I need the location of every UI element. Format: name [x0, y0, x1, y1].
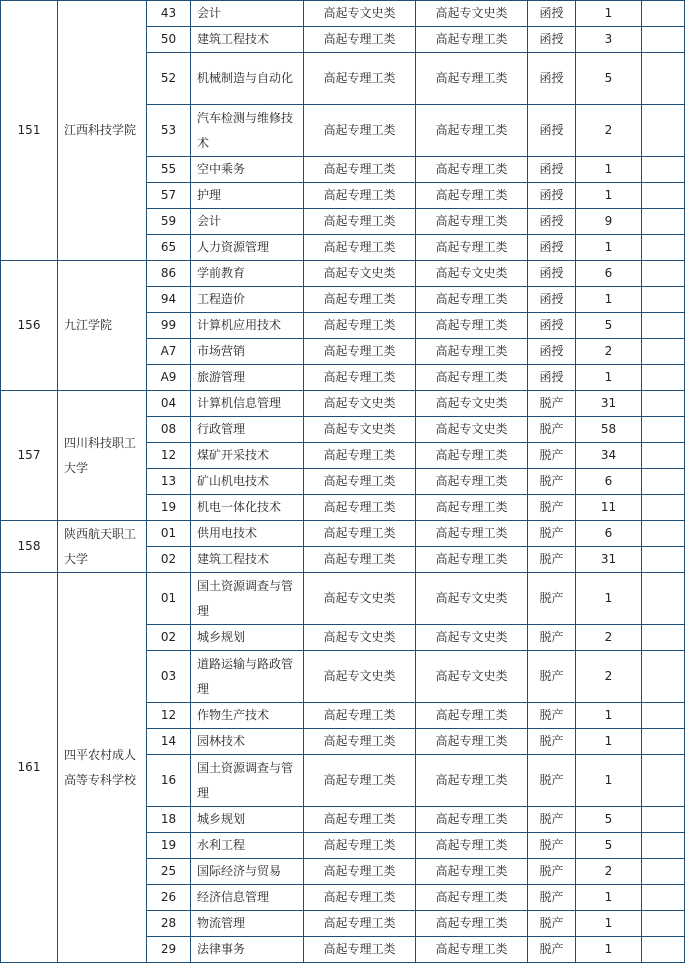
subject-category-cell: 高起专理工类	[304, 859, 416, 885]
blank-cell	[642, 625, 685, 651]
subject-category-cell: 高起专文史类	[304, 651, 416, 703]
major-name-cell: 道路运输与路政管理	[191, 651, 304, 703]
plan-count-cell: 2	[576, 651, 642, 703]
plan-count-cell: 58	[576, 417, 642, 443]
major-name-cell: 旅游管理	[191, 365, 304, 391]
plan-count-cell: 1	[576, 937, 642, 963]
subject-category-cell: 高起专文史类	[304, 573, 416, 625]
plan-count-cell: 1	[576, 573, 642, 625]
subject-category-cell: 高起专理工类	[304, 105, 416, 157]
plan-count-cell: 5	[576, 313, 642, 339]
major-code-cell: 13	[147, 469, 191, 495]
subject-category-cell: 高起专理工类	[304, 937, 416, 963]
plan-count-cell: 2	[576, 859, 642, 885]
plan-count-cell: 1	[576, 755, 642, 807]
school-name-cell: 陕西航天职工大学	[58, 521, 147, 573]
plan-count-cell: 5	[576, 53, 642, 105]
major-code-cell: 25	[147, 859, 191, 885]
major-name-cell: 物流管理	[191, 911, 304, 937]
table-row	[1, 391, 685, 417]
subject-category-cell-2: 高起专理工类	[416, 937, 528, 963]
subject-category-cell: 高起专理工类	[304, 209, 416, 235]
study-mode-cell: 脱产	[528, 547, 576, 573]
major-name-cell: 行政管理	[191, 417, 304, 443]
major-name-cell: 供用电技术	[191, 521, 304, 547]
subject-category-cell: 高起专理工类	[304, 807, 416, 833]
subject-category-cell-2: 高起专理工类	[416, 911, 528, 937]
major-name-cell: 汽车检测与维修技术	[191, 105, 304, 157]
subject-category-cell-2: 高起专文史类	[416, 651, 528, 703]
blank-cell	[642, 573, 685, 625]
blank-cell	[642, 313, 685, 339]
plan-count-cell: 11	[576, 495, 642, 521]
plan-count-cell: 2	[576, 625, 642, 651]
blank-cell	[642, 157, 685, 183]
subject-category-cell: 高起专理工类	[304, 495, 416, 521]
table-row	[1, 261, 685, 287]
major-code-cell: 03	[147, 651, 191, 703]
study-mode-cell: 脱产	[528, 625, 576, 651]
plan-count-cell: 5	[576, 807, 642, 833]
subject-category-cell-2: 高起专理工类	[416, 729, 528, 755]
subject-category-cell-2: 高起专理工类	[416, 521, 528, 547]
subject-category-cell: 高起专文史类	[304, 261, 416, 287]
study-mode-cell: 脱产	[528, 729, 576, 755]
major-code-cell: 18	[147, 807, 191, 833]
plan-count-cell: 6	[576, 261, 642, 287]
study-mode-cell: 脱产	[528, 833, 576, 859]
blank-cell	[642, 105, 685, 157]
plan-count-cell: 5	[576, 833, 642, 859]
blank-cell	[642, 53, 685, 105]
study-mode-cell: 函授	[528, 53, 576, 105]
blank-cell	[642, 235, 685, 261]
blank-cell	[642, 859, 685, 885]
blank-cell	[642, 183, 685, 209]
plan-count-cell: 1	[576, 729, 642, 755]
major-name-cell: 计算机信息管理	[191, 391, 304, 417]
major-name-cell: 矿山机电技术	[191, 469, 304, 495]
subject-category-cell: 高起专理工类	[304, 469, 416, 495]
major-code-cell: 29	[147, 937, 191, 963]
major-name-cell: 学前教育	[191, 261, 304, 287]
subject-category-cell-2: 高起专理工类	[416, 183, 528, 209]
major-code-cell: 19	[147, 833, 191, 859]
major-code-cell: 53	[147, 105, 191, 157]
blank-cell	[642, 287, 685, 313]
study-mode-cell: 脱产	[528, 755, 576, 807]
major-code-cell: 52	[147, 53, 191, 105]
blank-cell	[642, 521, 685, 547]
study-mode-cell: 函授	[528, 287, 576, 313]
major-code-cell: 12	[147, 443, 191, 469]
plan-count-cell: 1	[576, 235, 642, 261]
subject-category-cell-2: 高起专理工类	[416, 313, 528, 339]
subject-category-cell: 高起专理工类	[304, 157, 416, 183]
major-code-cell: 04	[147, 391, 191, 417]
major-name-cell: 计算机应用技术	[191, 313, 304, 339]
major-name-cell: 城乡规划	[191, 807, 304, 833]
study-mode-cell: 脱产	[528, 651, 576, 703]
subject-category-cell-2: 高起专文史类	[416, 1, 528, 27]
subject-category-cell-2: 高起专理工类	[416, 833, 528, 859]
study-mode-cell: 函授	[528, 339, 576, 365]
table-row	[1, 1, 685, 27]
major-code-cell: 19	[147, 495, 191, 521]
major-code-cell: 01	[147, 573, 191, 625]
subject-category-cell: 高起专理工类	[304, 339, 416, 365]
school-code-cell: 156	[1, 261, 58, 391]
major-code-cell: 14	[147, 729, 191, 755]
school-code-cell: 158	[1, 521, 58, 573]
major-name-cell: 机械制造与自动化	[191, 53, 304, 105]
study-mode-cell: 函授	[528, 1, 576, 27]
study-mode-cell: 函授	[528, 365, 576, 391]
major-name-cell: 法律事务	[191, 937, 304, 963]
major-code-cell: 28	[147, 911, 191, 937]
study-mode-cell: 脱产	[528, 417, 576, 443]
blank-cell	[642, 417, 685, 443]
major-name-cell: 机电一体化技术	[191, 495, 304, 521]
subject-category-cell: 高起专理工类	[304, 443, 416, 469]
subject-category-cell: 高起专文史类	[304, 417, 416, 443]
blank-cell	[642, 729, 685, 755]
subject-category-cell: 高起专理工类	[304, 183, 416, 209]
study-mode-cell: 脱产	[528, 807, 576, 833]
major-code-cell: 57	[147, 183, 191, 209]
major-code-cell: A7	[147, 339, 191, 365]
subject-category-cell-2: 高起专理工类	[416, 27, 528, 53]
plan-count-cell: 1	[576, 287, 642, 313]
study-mode-cell: 函授	[528, 313, 576, 339]
blank-cell	[642, 443, 685, 469]
major-code-cell: 02	[147, 625, 191, 651]
subject-category-cell: 高起专理工类	[304, 885, 416, 911]
major-code-cell: 59	[147, 209, 191, 235]
major-code-cell: 08	[147, 417, 191, 443]
blank-cell	[642, 27, 685, 53]
study-mode-cell: 函授	[528, 261, 576, 287]
plan-count-cell: 1	[576, 365, 642, 391]
blank-cell	[642, 833, 685, 859]
plan-count-cell: 6	[576, 521, 642, 547]
subject-category-cell-2: 高起专理工类	[416, 703, 528, 729]
subject-category-cell-2: 高起专理工类	[416, 209, 528, 235]
subject-category-cell-2: 高起专理工类	[416, 443, 528, 469]
subject-category-cell-2: 高起专理工类	[416, 885, 528, 911]
plan-count-cell: 1	[576, 703, 642, 729]
study-mode-cell: 脱产	[528, 521, 576, 547]
blank-cell	[642, 651, 685, 703]
blank-cell	[642, 469, 685, 495]
blank-cell	[642, 1, 685, 27]
major-name-cell: 水利工程	[191, 833, 304, 859]
major-code-cell: 94	[147, 287, 191, 313]
major-name-cell: 国土资源调查与管理	[191, 573, 304, 625]
subject-category-cell-2: 高起专理工类	[416, 53, 528, 105]
subject-category-cell: 高起专理工类	[304, 287, 416, 313]
study-mode-cell: 函授	[528, 183, 576, 209]
major-code-cell: 26	[147, 885, 191, 911]
school-code-cell: 151	[1, 1, 58, 261]
plan-count-cell: 1	[576, 1, 642, 27]
blank-cell	[642, 339, 685, 365]
major-name-cell: 国际经济与贸易	[191, 859, 304, 885]
plan-count-cell: 6	[576, 469, 642, 495]
subject-category-cell: 高起专理工类	[304, 547, 416, 573]
study-mode-cell: 函授	[528, 157, 576, 183]
study-mode-cell: 脱产	[528, 391, 576, 417]
blank-cell	[642, 911, 685, 937]
subject-category-cell-2: 高起专理工类	[416, 547, 528, 573]
subject-category-cell: 高起专文史类	[304, 625, 416, 651]
table-row	[1, 573, 685, 625]
subject-category-cell: 高起专理工类	[304, 833, 416, 859]
subject-category-cell-2: 高起专文史类	[416, 625, 528, 651]
study-mode-cell: 脱产	[528, 469, 576, 495]
subject-category-cell-2: 高起专理工类	[416, 105, 528, 157]
major-name-cell: 市场营销	[191, 339, 304, 365]
subject-category-cell-2: 高起专理工类	[416, 235, 528, 261]
major-name-cell: 经济信息管理	[191, 885, 304, 911]
plan-count-cell: 2	[576, 339, 642, 365]
blank-cell	[642, 391, 685, 417]
major-name-cell: 建筑工程技术	[191, 547, 304, 573]
study-mode-cell: 函授	[528, 27, 576, 53]
subject-category-cell-2: 高起专理工类	[416, 755, 528, 807]
major-code-cell: 55	[147, 157, 191, 183]
subject-category-cell: 高起专理工类	[304, 755, 416, 807]
blank-cell	[642, 261, 685, 287]
major-code-cell: 16	[147, 755, 191, 807]
study-mode-cell: 脱产	[528, 911, 576, 937]
school-code-cell: 157	[1, 391, 58, 521]
subject-category-cell-2: 高起专理工类	[416, 339, 528, 365]
subject-category-cell-2: 高起专文史类	[416, 573, 528, 625]
major-name-cell: 煤矿开采技术	[191, 443, 304, 469]
blank-cell	[642, 365, 685, 391]
plan-count-cell: 9	[576, 209, 642, 235]
major-name-cell: 空中乘务	[191, 157, 304, 183]
school-name-cell: 四平农村成人高等专科学校	[58, 573, 147, 963]
subject-category-cell-2: 高起专理工类	[416, 469, 528, 495]
study-mode-cell: 函授	[528, 105, 576, 157]
plan-count-cell: 1	[576, 157, 642, 183]
blank-cell	[642, 885, 685, 911]
study-mode-cell: 脱产	[528, 703, 576, 729]
subject-category-cell: 高起专文史类	[304, 391, 416, 417]
blank-cell	[642, 209, 685, 235]
study-mode-cell: 脱产	[528, 885, 576, 911]
subject-category-cell-2: 高起专文史类	[416, 417, 528, 443]
major-name-cell: 人力资源管理	[191, 235, 304, 261]
major-name-cell: 园林技术	[191, 729, 304, 755]
subject-category-cell-2: 高起专理工类	[416, 287, 528, 313]
school-code-cell: 161	[1, 573, 58, 963]
subject-category-cell-2: 高起专理工类	[416, 365, 528, 391]
plan-count-cell: 31	[576, 391, 642, 417]
major-code-cell: 12	[147, 703, 191, 729]
school-name-cell: 九江学院	[58, 261, 147, 391]
major-code-cell: 01	[147, 521, 191, 547]
study-mode-cell: 脱产	[528, 443, 576, 469]
major-code-cell: A9	[147, 365, 191, 391]
subject-category-cell-2: 高起专理工类	[416, 157, 528, 183]
subject-category-cell: 高起专理工类	[304, 235, 416, 261]
study-mode-cell: 函授	[528, 209, 576, 235]
study-mode-cell: 脱产	[528, 937, 576, 963]
subject-category-cell: 高起专理工类	[304, 53, 416, 105]
plan-count-cell: 34	[576, 443, 642, 469]
school-name-cell: 四川科技职工大学	[58, 391, 147, 521]
subject-category-cell-2: 高起专理工类	[416, 495, 528, 521]
subject-category-cell: 高起专理工类	[304, 911, 416, 937]
blank-cell	[642, 547, 685, 573]
plan-count-cell: 1	[576, 183, 642, 209]
blank-cell	[642, 807, 685, 833]
plan-count-cell: 1	[576, 911, 642, 937]
subject-category-cell-2: 高起专理工类	[416, 859, 528, 885]
subject-category-cell: 高起专理工类	[304, 365, 416, 391]
plan-count-cell: 1	[576, 885, 642, 911]
major-code-cell: 43	[147, 1, 191, 27]
major-name-cell: 城乡规划	[191, 625, 304, 651]
study-mode-cell: 脱产	[528, 573, 576, 625]
subject-category-cell: 高起专文史类	[304, 1, 416, 27]
subject-category-cell-2: 高起专理工类	[416, 807, 528, 833]
study-mode-cell: 脱产	[528, 859, 576, 885]
subject-category-cell: 高起专理工类	[304, 521, 416, 547]
subject-category-cell-2: 高起专文史类	[416, 261, 528, 287]
plan-count-cell: 3	[576, 27, 642, 53]
major-name-cell: 护理	[191, 183, 304, 209]
major-name-cell: 国土资源调查与管理	[191, 755, 304, 807]
subject-category-cell: 高起专理工类	[304, 313, 416, 339]
subject-category-cell-2: 高起专文史类	[416, 391, 528, 417]
subject-category-cell: 高起专理工类	[304, 729, 416, 755]
blank-cell	[642, 755, 685, 807]
blank-cell	[642, 495, 685, 521]
major-code-cell: 99	[147, 313, 191, 339]
major-code-cell: 50	[147, 27, 191, 53]
subject-category-cell: 高起专理工类	[304, 703, 416, 729]
major-name-cell: 会计	[191, 209, 304, 235]
school-name-cell: 江西科技学院	[58, 1, 147, 261]
major-code-cell: 86	[147, 261, 191, 287]
study-mode-cell: 脱产	[528, 495, 576, 521]
blank-cell	[642, 703, 685, 729]
major-name-cell: 作物生产技术	[191, 703, 304, 729]
plan-count-cell: 2	[576, 105, 642, 157]
blank-cell	[642, 937, 685, 963]
plan-count-cell: 31	[576, 547, 642, 573]
major-name-cell: 建筑工程技术	[191, 27, 304, 53]
major-name-cell: 会计	[191, 1, 304, 27]
table-row	[1, 521, 685, 547]
major-code-cell: 65	[147, 235, 191, 261]
study-mode-cell: 函授	[528, 235, 576, 261]
major-name-cell: 工程造价	[191, 287, 304, 313]
table-body	[1, 1, 685, 963]
subject-category-cell: 高起专理工类	[304, 27, 416, 53]
major-code-cell: 02	[147, 547, 191, 573]
